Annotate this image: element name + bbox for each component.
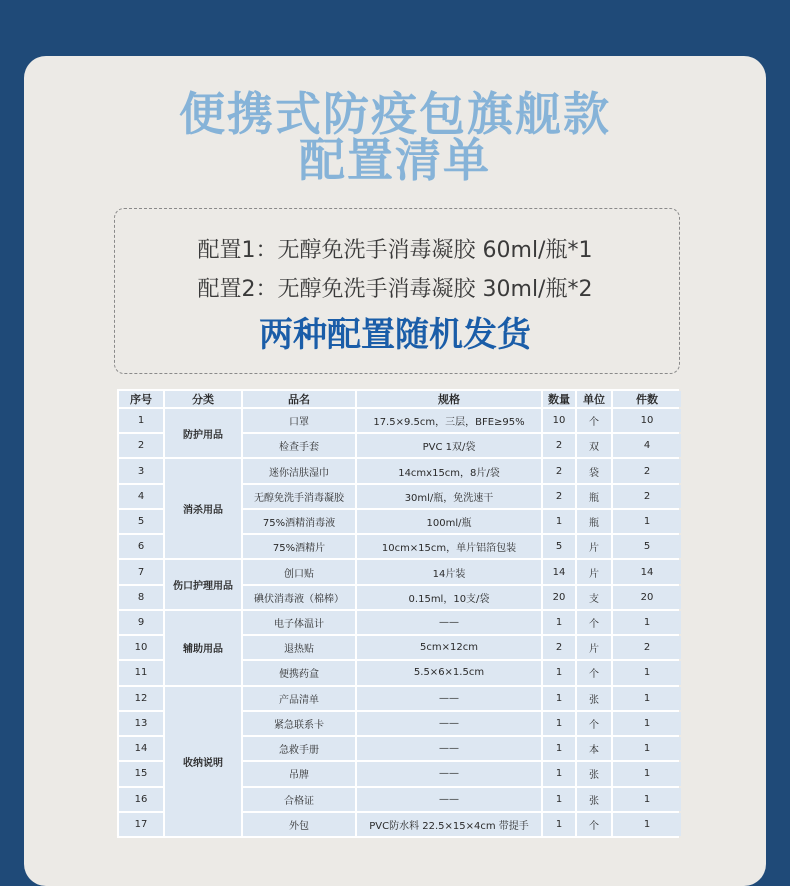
cell-spec: ——	[357, 611, 541, 634]
header-no: 序号	[119, 391, 163, 407]
table-row	[119, 409, 681, 432]
cell-qty: 1	[543, 687, 575, 710]
cell-spec: 100ml/瓶	[357, 510, 541, 533]
cell-no: 16	[119, 788, 163, 811]
config-option-1: 配置1：无醇免洗手消毒凝胶 60ml/瓶*1	[197, 238, 593, 263]
cell-unit: 片	[577, 535, 611, 558]
cell-name: 无醇免洗手消毒凝胶	[243, 485, 355, 508]
cell-unit: 个	[577, 611, 611, 634]
cell-spec: ——	[357, 762, 541, 785]
cell-no: 4	[119, 485, 163, 508]
cell-category: 消杀用品	[165, 459, 241, 558]
table-row	[119, 611, 681, 634]
cell-qty: 1	[543, 737, 575, 760]
random-shipping-note: 两种配置随机发货	[259, 315, 531, 355]
cell-unit: 张	[577, 788, 611, 811]
cell-no: 9	[119, 611, 163, 634]
cell-unit: 个	[577, 813, 611, 836]
cell-spec: ——	[357, 712, 541, 735]
cell-qty: 1	[543, 661, 575, 684]
cell-count: 1	[613, 737, 681, 760]
cell-count: 20	[613, 586, 681, 609]
cell-count: 1	[613, 661, 681, 684]
cell-category: 辅助用品	[165, 611, 241, 685]
cell-spec: PVC 1双/袋	[357, 434, 541, 457]
cell-no: 17	[119, 813, 163, 836]
cell-qty: 2	[543, 459, 575, 482]
cell-no: 12	[119, 687, 163, 710]
cell-count: 5	[613, 535, 681, 558]
cell-spec: PVC防水料 22.5×15×4cm 带提手	[357, 813, 541, 836]
cell-no: 5	[119, 510, 163, 533]
header-unit: 单位	[577, 391, 611, 407]
header-spec: 规格	[357, 391, 541, 407]
cell-unit: 本	[577, 737, 611, 760]
cell-spec: 17.5×9.5cm，三层，BFE≥95%	[357, 409, 541, 432]
cell-spec: 14cmx15cm，8片/袋	[357, 459, 541, 482]
cell-count: 2	[613, 459, 681, 482]
header-name: 品名	[243, 391, 355, 407]
cell-no: 13	[119, 712, 163, 735]
cell-qty: 1	[543, 813, 575, 836]
cell-qty: 2	[543, 434, 575, 457]
cell-count: 1	[613, 762, 681, 785]
cell-no: 8	[119, 586, 163, 609]
cell-qty: 1	[543, 611, 575, 634]
cell-no: 1	[119, 409, 163, 432]
cell-unit: 双	[577, 434, 611, 457]
cell-count: 1	[613, 788, 681, 811]
cell-name: 电子体温计	[243, 611, 355, 634]
cell-name: 产品清单	[243, 687, 355, 710]
cell-unit: 张	[577, 762, 611, 785]
cell-spec: 0.15ml，10支/袋	[357, 586, 541, 609]
cell-qty: 1	[543, 762, 575, 785]
table-row	[119, 687, 681, 710]
header-category: 分类	[165, 391, 241, 407]
cell-name: 外包	[243, 813, 355, 836]
cell-spec: 5.5×6×1.5cm	[357, 661, 541, 684]
cell-unit: 个	[577, 712, 611, 735]
cell-count: 2	[613, 485, 681, 508]
config-option-2: 配置2：无醇免洗手消毒凝胶 30ml/瓶*2	[197, 277, 593, 302]
cell-unit: 个	[577, 661, 611, 684]
header-count: 件数	[613, 391, 681, 407]
cell-unit: 支	[577, 586, 611, 609]
cell-no: 10	[119, 636, 163, 659]
cell-no: 6	[119, 535, 163, 558]
cell-count: 1	[613, 510, 681, 533]
cell-count: 14	[613, 560, 681, 583]
cell-category: 伤口护理用品	[165, 560, 241, 608]
cell-unit: 片	[577, 636, 611, 659]
cell-count: 1	[613, 611, 681, 634]
cell-spec: ——	[357, 737, 541, 760]
cell-unit: 袋	[577, 459, 611, 482]
cell-name: 急救手册	[243, 737, 355, 760]
cell-count: 2	[613, 636, 681, 659]
cell-qty: 10	[543, 409, 575, 432]
cell-name: 迷你洁肤湿巾	[243, 459, 355, 482]
cell-count: 1	[613, 813, 681, 836]
cell-unit: 片	[577, 560, 611, 583]
cell-spec: 5cm×12cm	[357, 636, 541, 659]
cell-name: 75%酒精消毒液	[243, 510, 355, 533]
cell-spec: ——	[357, 687, 541, 710]
cell-name: 碘伏消毒液（棉棒）	[243, 586, 355, 609]
cell-no: 3	[119, 459, 163, 482]
cell-unit: 张	[577, 687, 611, 710]
cell-spec: 10cm×15cm，单片铝箔包装	[357, 535, 541, 558]
page-subtitle: 配置清单	[299, 133, 491, 187]
cell-name: 检查手套	[243, 434, 355, 457]
cell-name: 75%酒精片	[243, 535, 355, 558]
cell-count: 1	[613, 712, 681, 735]
cell-no: 14	[119, 737, 163, 760]
cell-name: 吊牌	[243, 762, 355, 785]
header-qty: 数量	[543, 391, 575, 407]
cell-name: 合格证	[243, 788, 355, 811]
page-title: 便携式防疫包旗舰款	[179, 87, 611, 141]
table-row	[119, 459, 681, 482]
cell-qty: 5	[543, 535, 575, 558]
cell-category: 防护用品	[165, 409, 241, 457]
cell-spec: 14片装	[357, 560, 541, 583]
cell-qty: 1	[543, 712, 575, 735]
table-header-row	[119, 391, 681, 407]
cell-qty: 14	[543, 560, 575, 583]
cell-count: 1	[613, 687, 681, 710]
config-table	[117, 389, 679, 838]
cell-unit: 瓶	[577, 485, 611, 508]
cell-count: 4	[613, 434, 681, 457]
cell-no: 11	[119, 661, 163, 684]
cell-name: 退热贴	[243, 636, 355, 659]
cell-no: 2	[119, 434, 163, 457]
cell-qty: 2	[543, 485, 575, 508]
cell-category: 收纳说明	[165, 687, 241, 836]
cell-qty: 20	[543, 586, 575, 609]
cell-name: 紧急联系卡	[243, 712, 355, 735]
cell-no: 7	[119, 560, 163, 583]
cell-qty: 2	[543, 636, 575, 659]
cell-spec: 30ml/瓶，免洗速干	[357, 485, 541, 508]
cell-count: 10	[613, 409, 681, 432]
cell-spec: ——	[357, 788, 541, 811]
cell-unit: 瓶	[577, 510, 611, 533]
cell-unit: 个	[577, 409, 611, 432]
table-row	[119, 560, 681, 583]
cell-name: 创口贴	[243, 560, 355, 583]
cell-no: 15	[119, 762, 163, 785]
cell-qty: 1	[543, 510, 575, 533]
cell-name: 便携药盒	[243, 661, 355, 684]
cell-qty: 1	[543, 788, 575, 811]
cell-name: 口罩	[243, 409, 355, 432]
